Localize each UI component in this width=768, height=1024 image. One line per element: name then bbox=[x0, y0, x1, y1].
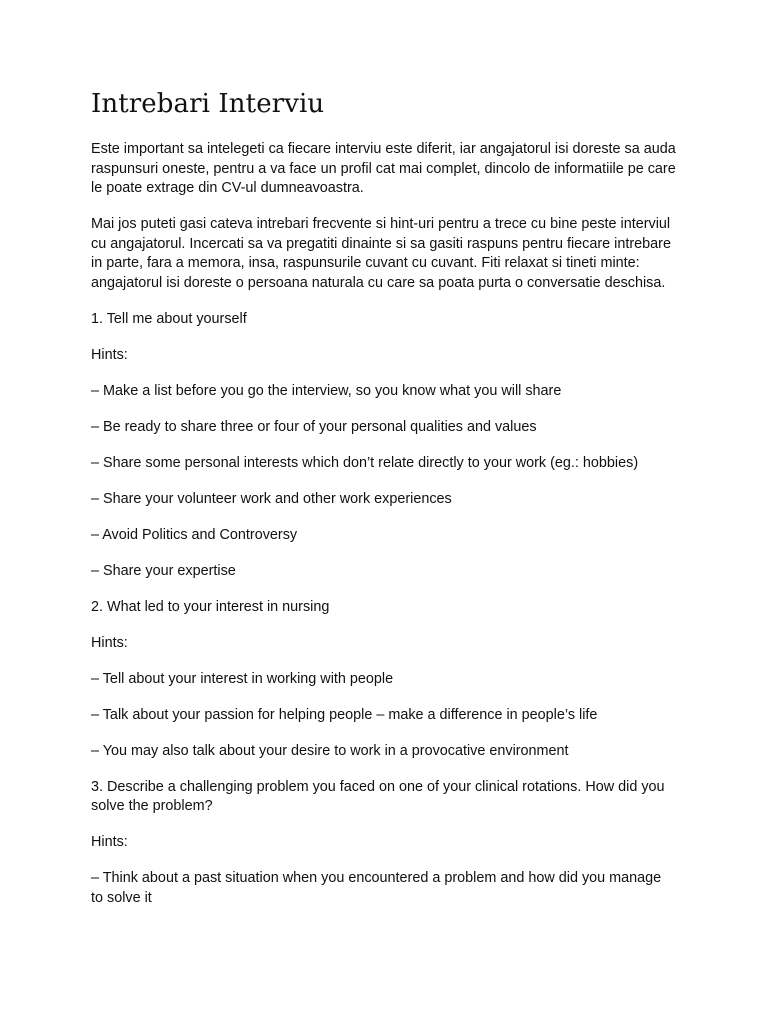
question-heading: 1. Tell me about yourself bbox=[91, 310, 247, 327]
document-body bbox=[91, 140, 676, 908]
question-heading: 2. What led to your interest in nursing bbox=[91, 598, 330, 615]
hint-item: – Make a list before you go the interview, so you know what you will share bbox=[91, 382, 562, 399]
hint-item: – You may also talk about your desire to work in a provocative environment bbox=[91, 742, 569, 759]
hints-label: Hints: bbox=[91, 634, 128, 651]
hint-item: – Share some personal interests which don’t relate directly to your work (eg.: hobbies) bbox=[91, 454, 639, 471]
hint-item: – Avoid Politics and Controversy bbox=[91, 526, 298, 543]
hints-label: Hints: bbox=[91, 346, 128, 363]
intro-paragraph: Mai jos puteti gasi cateva intrebari frecvente si hint-uri pentru a trece cu bine peste interviul cu angajatorul. Incercati sa va pregatiti dinainte si sa gasiti raspuns pentru fiecare intrebare in parte, fara a memora, insa, raspunsurile cuvant cu cuvant. Fiti relaxat si tineti minte: angajatorul isi doreste o persoana naturala cu care sa poata purta o conversatie deschisa. bbox=[91, 216, 671, 291]
hints-label: Hints: bbox=[91, 834, 128, 850]
intro-paragraph: Este important sa intelegeti ca fiecare interviu este diferit, iar angajatorul isi doreste sa auda raspunsuri oneste, pentru a va face un profil cat mai complet, dincolo de informatiile pe care le poate extrage din CV-ul dumneavoastra. bbox=[91, 141, 676, 196]
hint-item: – Think about a past situation when you encountered a problem and how did you manage to solve it bbox=[91, 870, 662, 906]
document-title: Intrebari Interviu bbox=[91, 89, 325, 119]
hint-item: – Be ready to share three or four of your personal qualities and values bbox=[91, 418, 537, 435]
hint-item: – Share your volunteer work and other work experiences bbox=[91, 490, 452, 507]
hint-item: – Tell about your interest in working with people bbox=[91, 670, 394, 687]
question-heading: 3. Describe a challenging problem you faced on one of your clinical rotations. How did you solve the problem? bbox=[91, 778, 665, 814]
hint-item: – Talk about your passion for helping people – make a difference in people’s life bbox=[91, 706, 598, 723]
hint-item: – Share your expertise bbox=[91, 562, 236, 579]
